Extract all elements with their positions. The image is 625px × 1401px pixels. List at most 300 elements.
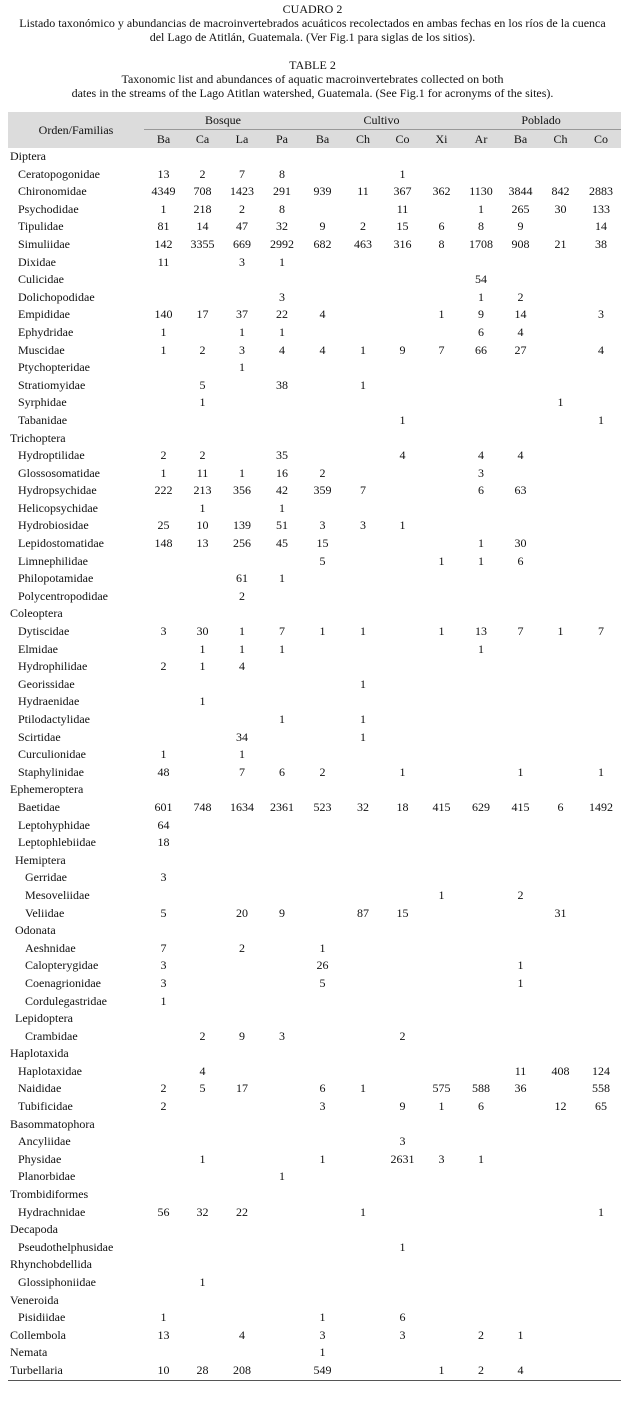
abundance-cell: 2 <box>461 1362 501 1380</box>
family-name: Gerridae <box>25 870 67 885</box>
abundance-cell: 14 <box>595 219 608 234</box>
abundance-cell <box>144 588 183 606</box>
abundance-cell <box>540 570 581 588</box>
abundance-cell <box>422 1344 461 1362</box>
abundance-cell <box>422 447 461 465</box>
abundance-cell <box>383 940 422 958</box>
abundance-cell <box>343 148 383 166</box>
abundance-cell <box>144 1344 183 1362</box>
family-name: Scirtidae <box>18 729 61 744</box>
abundance-cell <box>302 711 343 729</box>
abundance-cell <box>302 254 343 272</box>
abundance-cell <box>540 412 581 430</box>
abundance-cell <box>383 1080 422 1098</box>
order-name: Trombidiformes <box>10 1187 89 1202</box>
abundance-cell <box>183 289 222 307</box>
abundance-cell <box>302 852 343 870</box>
abundance-cell: 15 <box>316 536 329 551</box>
abundance-cell: 1 <box>557 395 564 410</box>
abundance-cell: 1 <box>279 324 285 339</box>
family-row <box>8 1239 621 1257</box>
abundance-cell <box>501 1256 540 1274</box>
abundance-cell <box>540 1256 581 1274</box>
order-row <box>8 1292 621 1310</box>
abundance-cell <box>343 641 383 659</box>
abundance-cell <box>383 922 422 940</box>
abundance-cell: 124 <box>592 1063 611 1078</box>
abundance-cell: 1 <box>517 958 524 973</box>
abundance-cell <box>183 588 222 606</box>
order-name: Haplotaxida <box>10 1046 69 1061</box>
family-name: Hydropsychidae <box>18 483 97 498</box>
header-site: La <box>222 130 262 149</box>
abundance-cell <box>461 588 501 606</box>
abundance-cell: 42 <box>276 483 288 498</box>
abundance-cell <box>183 148 222 166</box>
abundance-cell <box>383 359 422 377</box>
abundance-cell <box>581 1274 621 1292</box>
abundance-cell <box>501 1186 540 1204</box>
abundance-cell <box>262 1116 302 1134</box>
abundance-cell <box>461 1063 501 1081</box>
abundance-cell <box>302 729 343 747</box>
header-site: Pa <box>262 130 302 149</box>
caption-es-title: CUADRO 2 <box>282 2 343 16</box>
abundance-cell <box>501 148 540 166</box>
abundance-cell: 6 <box>319 1081 326 1096</box>
abundance-cell <box>302 588 343 606</box>
abundance-cell <box>540 641 581 659</box>
abundance-cell: 356 <box>233 483 251 498</box>
abundance-cell: 549 <box>302 1362 343 1380</box>
order-row <box>8 781 621 799</box>
abundance-cell <box>501 729 540 747</box>
abundance-cell <box>144 1133 183 1151</box>
abundance-cell <box>183 905 222 923</box>
header-site: Ba <box>302 130 343 149</box>
abundance-cell <box>540 852 581 870</box>
abundance-cell <box>144 394 183 412</box>
abundance-cell <box>144 553 183 571</box>
abundance-cell: 7 <box>239 166 245 181</box>
abundance-cell <box>383 641 422 659</box>
abundance-cell <box>262 676 302 694</box>
family-row <box>8 940 621 958</box>
abundance-cell <box>501 746 540 764</box>
abundance-cell <box>461 764 501 782</box>
abundance-cell <box>222 1221 262 1239</box>
abundance-cell <box>262 869 302 887</box>
family-row <box>8 711 621 729</box>
family-name: Aeshnidae <box>25 940 76 955</box>
abundance-cell: 2 <box>319 465 326 480</box>
abundance-cell <box>581 1151 621 1169</box>
abundance-cell: 6 <box>438 219 445 234</box>
abundance-cell: 1 <box>160 747 167 762</box>
abundance-cell <box>144 1168 183 1186</box>
family-row <box>8 658 621 676</box>
family-row <box>8 447 621 465</box>
abundance-cell <box>422 359 461 377</box>
abundance-cell <box>222 711 262 729</box>
abundance-cell: 1 <box>478 553 485 568</box>
abundance-cell <box>262 553 302 571</box>
abundance-cell <box>501 940 540 958</box>
abundance-cell: 2 <box>239 940 245 955</box>
family-row <box>8 394 621 412</box>
abundance-cell <box>540 975 581 993</box>
abundance-cell <box>383 1344 422 1362</box>
abundance-cell: 9 <box>478 307 485 322</box>
abundance-cell <box>222 377 262 395</box>
abundance-cell <box>461 905 501 923</box>
abundance-cell <box>262 658 302 676</box>
abundance-cell: 51 <box>276 518 288 533</box>
abundance-cell <box>581 746 621 764</box>
abundance-cell <box>581 1133 621 1151</box>
abundance-cell <box>501 676 540 694</box>
abundance-cell <box>144 693 183 711</box>
abundance-cell <box>501 1028 540 1046</box>
family-name: Baetidae <box>18 799 60 814</box>
order-row <box>8 1045 621 1063</box>
family-name: Ephydridae <box>18 324 74 339</box>
abundance-cell: 11 <box>357 184 369 199</box>
abundance-cell <box>581 553 621 571</box>
abundance-cell <box>540 324 581 342</box>
abundance-cell <box>343 1010 383 1028</box>
abundance-cell <box>222 271 262 289</box>
abundance-cell <box>302 693 343 711</box>
abundance-cell: 13 <box>475 624 488 639</box>
abundance-cell <box>383 834 422 852</box>
abundance-cell <box>383 781 422 799</box>
abundance-cell <box>383 1116 422 1134</box>
abundance-cell <box>581 500 621 518</box>
abundance-cell <box>581 254 621 272</box>
abundance-cell <box>461 605 501 623</box>
taxon-row <box>8 1344 621 1362</box>
abundance-cell <box>183 957 222 975</box>
abundance-cell <box>302 1010 343 1028</box>
abundance-cell: 939 <box>313 184 332 199</box>
family-name: Mesoveliidae <box>25 887 90 902</box>
abundance-cell <box>183 1221 222 1239</box>
abundance-cell <box>144 1063 183 1081</box>
abundance-cell <box>581 570 621 588</box>
abundance-cell <box>383 817 422 835</box>
abundance-cell <box>461 500 501 518</box>
abundance-cell <box>302 1063 343 1081</box>
family-row <box>8 729 621 747</box>
abundance-cell <box>581 1010 621 1028</box>
abundance-cell <box>383 1063 422 1081</box>
abundance-cell <box>540 166 581 184</box>
abundance-cell: 5 <box>199 1081 206 1096</box>
abundance-cell <box>422 1256 461 1274</box>
abundance-cell <box>581 166 621 184</box>
abundance-cell <box>183 764 222 782</box>
abundance-cell: 1708 <box>469 236 494 251</box>
abundance-cell: 1 <box>279 1169 285 1184</box>
abundance-cell <box>262 957 302 975</box>
abundance-cell <box>540 993 581 1011</box>
abundance-cell <box>501 430 540 448</box>
family-row <box>8 993 621 1011</box>
abundance-cell <box>540 218 581 236</box>
family-name: Veliidae <box>25 905 65 920</box>
abundance-cell <box>302 201 343 219</box>
abundance-cell <box>581 1116 621 1134</box>
abundance-cell <box>144 852 183 870</box>
abundance-cell <box>581 482 621 500</box>
abundance-cell: 1 <box>279 712 285 726</box>
abundance-cell <box>343 1028 383 1046</box>
abundance-cell <box>422 201 461 219</box>
abundance-cell: 3 <box>279 289 285 304</box>
abundance-cell <box>262 781 302 799</box>
abundance-cell: 575 <box>432 1081 451 1096</box>
abundance-cell <box>581 1221 621 1239</box>
abundance-cell <box>422 324 461 342</box>
header-site: Ca <box>183 130 222 149</box>
abundance-cell <box>581 957 621 975</box>
abundance-cell: 37 <box>236 307 248 322</box>
abundance-cell <box>540 517 581 535</box>
abundance-cell <box>183 852 222 870</box>
abundance-cell <box>343 254 383 272</box>
abundance-cell <box>343 1344 383 1362</box>
abundance-cell <box>343 535 383 553</box>
abundance-cell: 140 <box>154 307 173 322</box>
abundance-cell <box>302 1168 343 1186</box>
abundance-cell <box>581 324 621 342</box>
abundance-cell: 14 <box>196 219 209 234</box>
abundance-cell <box>581 289 621 307</box>
abundance-cell <box>262 693 302 711</box>
caption-spanish <box>0 2 625 44</box>
abundance-cell <box>501 377 540 395</box>
abundance-cell: 2631 <box>390 1151 415 1166</box>
abundance-cell <box>540 148 581 166</box>
abundance-cell <box>222 289 262 307</box>
abundance-cell <box>262 430 302 448</box>
abundance-cell <box>461 817 501 835</box>
abundance-cell <box>343 447 383 465</box>
abundance-cell: 16 <box>276 465 288 480</box>
abundance-cell <box>183 553 222 571</box>
abundance-cell <box>461 1186 501 1204</box>
abundance-cell <box>581 1344 621 1362</box>
abundance-cell <box>501 869 540 887</box>
abundance-cell <box>302 641 343 659</box>
abundance-cell <box>422 1186 461 1204</box>
abundance-cell <box>581 1239 621 1257</box>
abundance-cell <box>501 905 540 923</box>
abundance-cell: 66 <box>475 342 488 357</box>
abundance-cell <box>222 605 262 623</box>
abundance-cell <box>343 1186 383 1204</box>
abundance-cell <box>581 658 621 676</box>
abundance-cell: 1 <box>199 500 206 515</box>
abundance-cell <box>501 359 540 377</box>
abundance-cell: 10 <box>196 518 209 533</box>
abundance-cell: 4 <box>598 342 605 357</box>
abundance-cell <box>383 482 422 500</box>
abundance-cell <box>302 271 343 289</box>
abundance-cell <box>540 535 581 553</box>
abundance-cell <box>581 271 621 289</box>
abundance-cell <box>461 1010 501 1028</box>
abundance-cell: 2 <box>517 289 524 304</box>
abundance-cell: 1 <box>399 518 406 533</box>
abundance-cell <box>262 1151 302 1169</box>
abundance-cell <box>461 1204 501 1222</box>
abundance-cell <box>461 1292 501 1310</box>
abundance-cell <box>222 1010 262 1028</box>
abundance-cell: 4 <box>239 1327 245 1342</box>
abundance-cell <box>581 1028 621 1046</box>
abundance-cell: 9 <box>399 342 406 357</box>
abundance-cell <box>581 693 621 711</box>
abundance-cell <box>183 324 222 342</box>
abundance-cell <box>461 430 501 448</box>
abundance-cell: 12 <box>554 1099 567 1114</box>
abundance-cell: 1 <box>360 729 366 744</box>
abundance-cell <box>302 834 343 852</box>
abundance-cell <box>581 447 621 465</box>
abundance-cell <box>343 324 383 342</box>
abundance-cell <box>262 1327 302 1345</box>
abundance-cell: 3 <box>598 307 605 322</box>
abundance-cell: 63 <box>514 483 527 498</box>
abundance-cell <box>302 817 343 835</box>
family-name: Leptophlebiidae <box>18 835 96 850</box>
abundance-cell <box>302 1256 343 1274</box>
family-name: Culicidae <box>18 272 64 287</box>
family-row <box>8 799 621 817</box>
abundance-cell: 218 <box>193 201 212 216</box>
abundance-cell <box>461 1116 501 1134</box>
abundance-cell <box>343 975 383 993</box>
abundance-cell: 38 <box>595 236 608 251</box>
abundance-cell <box>383 869 422 887</box>
abundance-cell <box>422 658 461 676</box>
abundance-cell <box>581 993 621 1011</box>
family-name: Hydrachnidae <box>18 1204 86 1219</box>
abundance-cell: 3 <box>478 465 485 480</box>
family-name: Physidae <box>18 1151 62 1166</box>
abundance-table <box>8 112 621 1381</box>
abundance-cell <box>540 834 581 852</box>
abundance-cell <box>144 781 183 799</box>
family-row <box>8 412 621 430</box>
abundance-cell <box>501 1221 540 1239</box>
abundance-cell <box>183 711 222 729</box>
abundance-cell <box>461 781 501 799</box>
taxon-row <box>8 1327 621 1345</box>
abundance-cell: 22 <box>276 307 288 322</box>
family-row <box>8 465 621 483</box>
abundance-cell <box>581 1327 621 1345</box>
abundance-cell <box>343 781 383 799</box>
abundance-cell <box>581 834 621 852</box>
abundance-cell <box>540 359 581 377</box>
abundance-cell: 4 <box>501 1362 540 1380</box>
abundance-cell: 17 <box>196 307 209 322</box>
caption-en-line2: dates in the streams of the Lago Atitlan watershed, Guatemala. (See Fig.1 for acronyms of the sites). <box>71 86 554 100</box>
abundance-cell <box>501 993 540 1011</box>
abundance-cell: 9 <box>399 1099 406 1114</box>
abundance-cell <box>540 447 581 465</box>
abundance-cell <box>461 834 501 852</box>
abundance-cell <box>383 570 422 588</box>
abundance-cell <box>461 1045 501 1063</box>
abundance-cell <box>343 940 383 958</box>
family-name: Crambidae <box>25 1028 78 1043</box>
abundance-cell <box>262 834 302 852</box>
abundance-cell <box>540 658 581 676</box>
abundance-cell <box>383 693 422 711</box>
abundance-cell <box>343 922 383 940</box>
header-site: Co <box>581 130 621 149</box>
caption-en-line1: Taxonomic list and abundances of aquatic macroinvertebrates collected on both <box>121 72 504 86</box>
abundance-cell <box>343 957 383 975</box>
abundance-cell: 1 <box>517 764 524 779</box>
order-name: Trichoptera <box>10 430 66 445</box>
family-name: Syrphidae <box>18 395 67 410</box>
abundance-cell <box>422 1063 461 1081</box>
abundance-cell: 362 <box>432 184 451 199</box>
abundance-cell <box>144 1116 183 1134</box>
abundance-cell <box>383 975 422 993</box>
abundance-cell: 6 <box>557 799 564 814</box>
abundance-cell <box>183 834 222 852</box>
abundance-cell <box>222 693 262 711</box>
abundance-cell: 748 <box>193 799 212 814</box>
abundance-cell <box>540 465 581 483</box>
abundance-cell: 1 <box>360 676 366 691</box>
abundance-cell: 1 <box>478 201 485 216</box>
abundance-cell <box>501 781 540 799</box>
abundance-cell: 2361 <box>270 799 294 814</box>
abundance-cell: 1 <box>239 360 245 375</box>
abundance-cell <box>262 1063 302 1081</box>
abundance-cell <box>262 975 302 993</box>
family-name: Nemata <box>10 1345 48 1360</box>
abundance-cell: 3 <box>160 624 167 639</box>
abundance-cell <box>183 1327 222 1345</box>
abundance-cell: 5 <box>319 553 326 568</box>
abundance-cell <box>183 993 222 1011</box>
abundance-cell <box>262 1098 302 1116</box>
family-row <box>8 817 621 835</box>
abundance-cell: 1 <box>360 1204 366 1219</box>
header-site: Ch <box>343 130 383 149</box>
abundance-cell <box>501 852 540 870</box>
abundance-cell <box>222 430 262 448</box>
abundance-cell <box>422 641 461 659</box>
abundance-cell: 56 <box>157 1204 170 1219</box>
abundance-cell <box>343 394 383 412</box>
family-name: Tipulidae <box>18 219 64 234</box>
abundance-cell <box>144 430 183 448</box>
abundance-cell: 7 <box>279 624 285 639</box>
abundance-cell <box>581 359 621 377</box>
abundance-cell <box>222 148 262 166</box>
family-name: Hydraenidae <box>18 694 80 709</box>
abundance-cell: 1 <box>399 166 406 181</box>
